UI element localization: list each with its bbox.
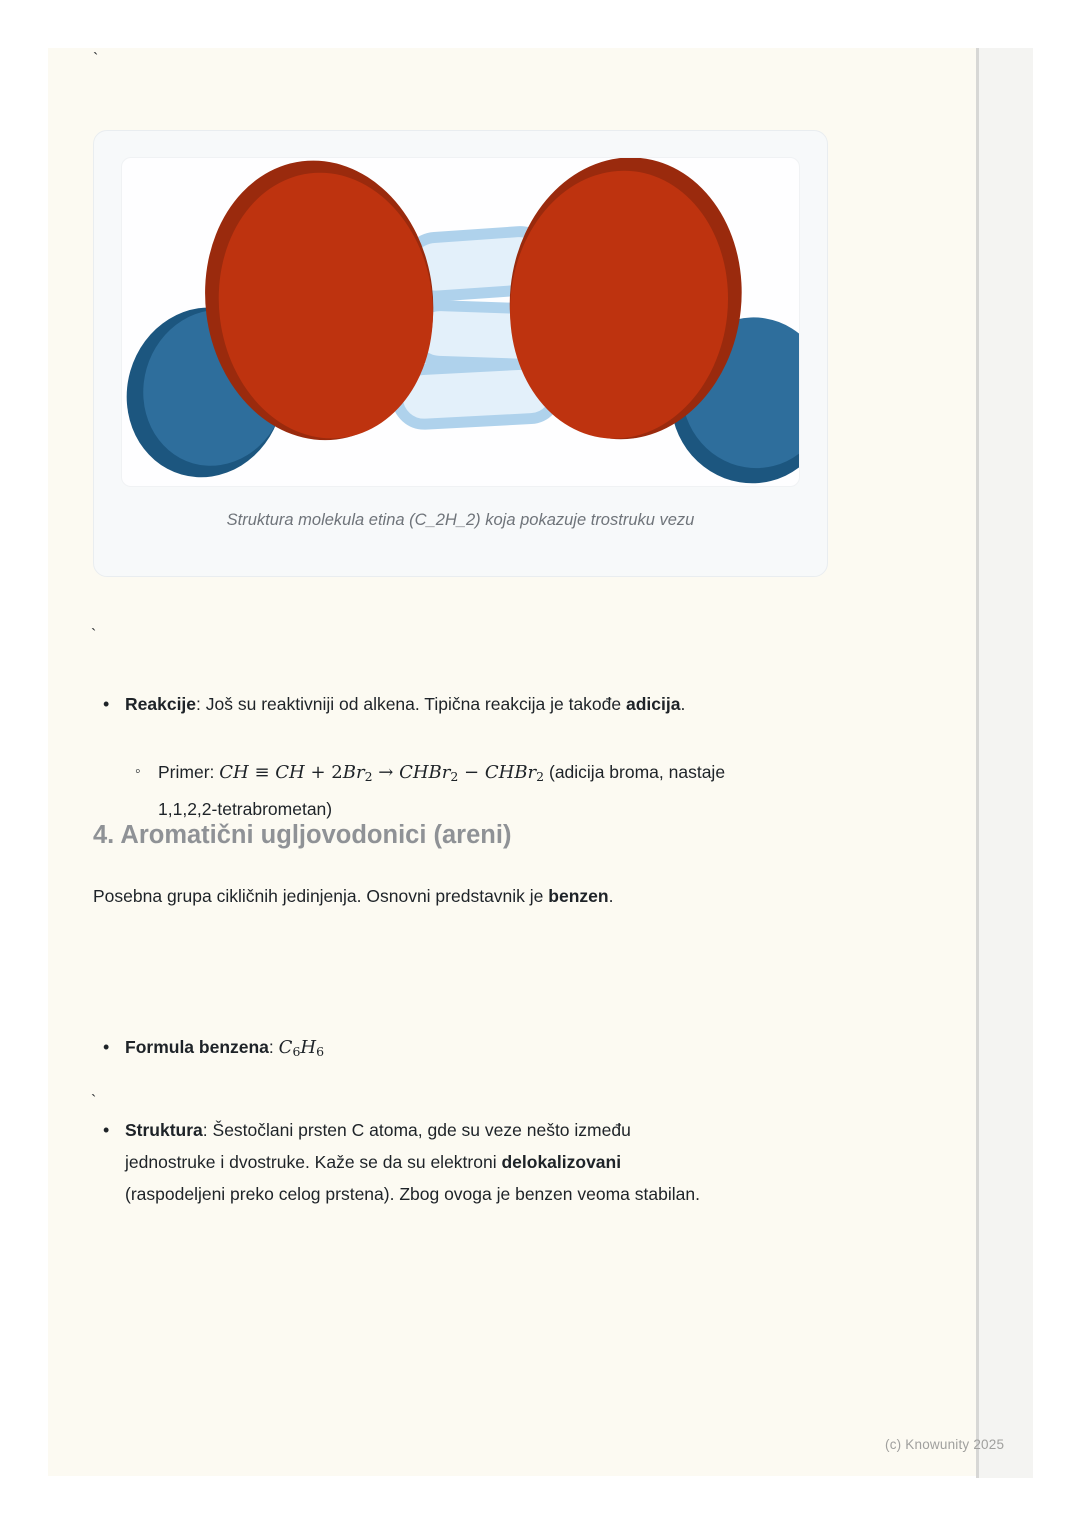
intro-paragraph	[93, 880, 805, 912]
formula-term: H	[300, 1037, 317, 1058]
formula-arrow: →	[372, 762, 400, 783]
formula-subscript: 2	[364, 769, 373, 784]
list-item-formula-benzena	[93, 1031, 805, 1068]
struktura-line2: jednostruke i dvostruke. Kaže se da su elektroni	[125, 1152, 502, 1172]
figure-card	[93, 130, 828, 577]
intro-emph: benzen	[548, 886, 609, 906]
figure-caption: Struktura molekula etina (C_2H_2) koja pokazuje trostruku vezu	[226, 511, 695, 529]
list-item-reakcije	[93, 688, 805, 720]
stray-tick-mark: `	[91, 627, 97, 644]
list-item-struktura	[93, 1114, 815, 1210]
figure-image	[121, 157, 800, 487]
formula-term: Br	[342, 762, 365, 783]
stray-tick-mark: `	[93, 51, 99, 68]
next-page-edge	[976, 48, 1033, 1478]
formula-term: CH	[219, 762, 249, 783]
struktura-emph: delokalizovani	[501, 1152, 622, 1172]
reakcije-sep: :	[196, 694, 206, 714]
reakcije-emph: adicija	[626, 694, 681, 714]
formula-operator: ≡	[248, 762, 276, 783]
formula-subscript: 2	[536, 769, 545, 784]
intro-period: .	[608, 886, 614, 906]
formula-term: C	[278, 1037, 293, 1058]
formula-operator: + 2	[304, 762, 343, 783]
stray-tick-mark: `	[91, 1093, 97, 1110]
primer-lead: Primer:	[158, 762, 220, 782]
formula-subscript: 6	[316, 1044, 325, 1059]
reakcije-text: Još su reaktivniji od alkena. Tipična reakcija je takođe	[205, 694, 626, 714]
formula-subscript: 6	[292, 1044, 301, 1059]
formula-label: Formula benzena	[125, 1037, 269, 1057]
struktura-sep: :	[202, 1120, 213, 1140]
primer-tail: (adicija broma, nastaje	[544, 762, 726, 782]
copyright-notice: (c) Knowunity 2025	[885, 1437, 1005, 1452]
section-heading: 4. Aromatični ugljovodonici (areni)	[93, 821, 512, 849]
primer-tail-line2: 1,1,2,2-tetrabrometan)	[158, 799, 333, 819]
formula-term: CHBr	[399, 762, 451, 783]
struktura-line1: Šestočlani prsten C atoma, gde su veze nešto između	[212, 1120, 631, 1140]
intro-text: Posebna grupa cikličnih jedinjenja. Osnovni predstavnik je	[93, 886, 549, 906]
ethyne-molecule-illustration	[122, 158, 799, 486]
struktura-label: Struktura	[125, 1120, 203, 1140]
struktura-line3: (raspodeljeni preko celog prstena). Zbog ovoga je benzen veoma stabilan.	[125, 1184, 700, 1204]
formula-operator: −	[458, 762, 485, 783]
formula-sep: :	[268, 1037, 279, 1057]
formula-term: CH	[275, 762, 305, 783]
formula-subscript: 2	[450, 769, 459, 784]
reakcije-label: Reakcije	[125, 694, 197, 714]
list-item-primer	[93, 756, 815, 825]
formula-term: CHBr	[484, 762, 537, 783]
reakcije-period: .	[680, 694, 686, 714]
document-page	[48, 48, 976, 1476]
